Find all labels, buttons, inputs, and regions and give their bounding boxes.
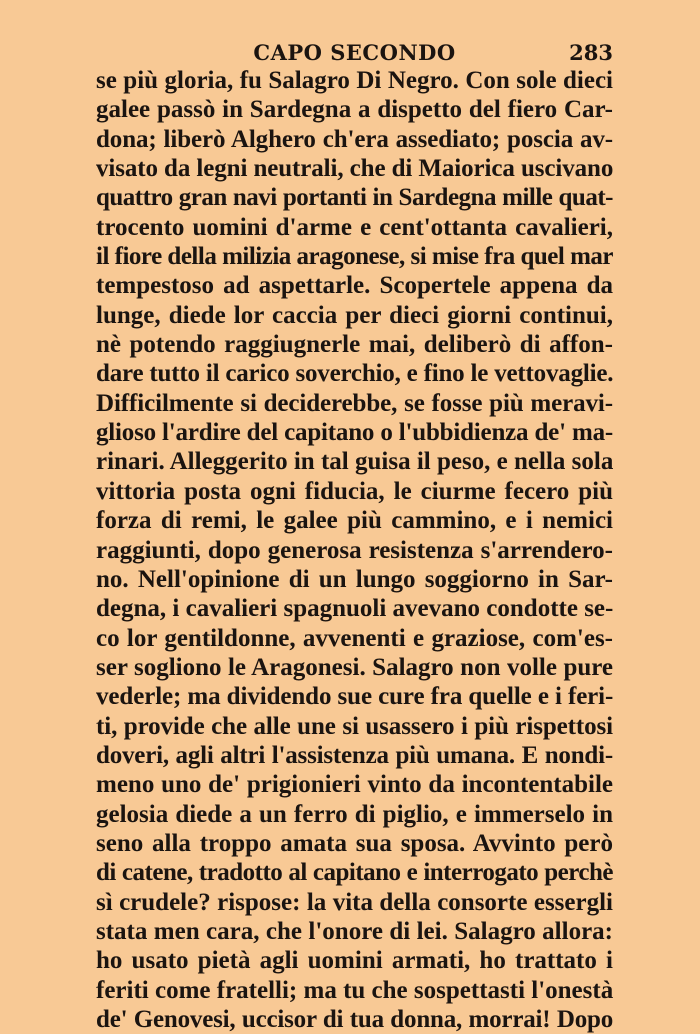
- text-line: meno uno de' prigionieri vinto da incontentabile: [96, 771, 613, 799]
- text-line: doveri, agli altri l'assistenza più umana. E nondi-: [96, 741, 613, 769]
- text-line: di catene, tradotto al capitano e interrogato perchè: [96, 859, 613, 887]
- text-line: seno alla troppo amata sua sposa. Avvinto però: [96, 829, 613, 857]
- text-line: vittoria posta ogni fiducia, le ciurme fecero più: [96, 477, 613, 505]
- text-line: feriti come fratelli; ma tu che sospettasti l'onestà: [96, 976, 614, 1004]
- running-title: CAPO SECONDO: [253, 40, 456, 65]
- text-line: co lor gentildonne, avvenenti e graziose, com'es-: [96, 624, 613, 652]
- text-line: glioso l'ardire del capitano o l'ubbidienza de' ma-: [96, 419, 613, 447]
- text-line: se più gloria, fu Salagro Di Negro. Con sole dieci: [96, 67, 613, 94]
- text-line: vederle; ma dividendo sue cure fra quelle e i feri-: [96, 683, 614, 711]
- text-line: sì crudele? rispose: la vita della consorte essergli: [96, 888, 613, 916]
- page-header: [96, 40, 613, 68]
- text-line: lunge, diede lor caccia per dieci giorni continui,: [96, 301, 613, 329]
- text-line: il fiore della milizia aragonese, si mise fra quel mar: [96, 243, 613, 271]
- text-line: galee passò in Sardegna a dispetto del fiero Car-: [96, 96, 613, 124]
- text-line: trocento uomini d'arme e cent'ottanta cavalieri,: [96, 213, 613, 241]
- text-line: ser sogliono le Aragonesi. Salagro non volle pure: [96, 653, 613, 681]
- text-line: quattro gran navi portanti in Sardegna mille quat-: [96, 184, 613, 212]
- text-line: tempestoso ad aspettarle. Scopertele appena da: [96, 272, 613, 300]
- text-line: nè potendo raggiugnerle mai, deliberò di affon-: [96, 331, 613, 359]
- text-line: dona; liberò Alghero ch'era assediato; poscia av-: [96, 125, 613, 153]
- text-line: stata men cara, che l'onore di lei. Salagro allora:: [96, 917, 613, 945]
- text-line: degna, i cavalieri spagnuoli avevano condotte se-: [96, 595, 614, 623]
- text-line: gelosia diede a un ferro di piglio, e immerselo in: [96, 800, 613, 828]
- text-line: Difficilmente si deciderebbe, se fosse più meravi-: [96, 389, 613, 417]
- text-line: dare tutto il carico soverchio, e fino le vettovaglie.: [96, 360, 614, 388]
- page-number: 283: [569, 40, 613, 65]
- text-line: de' Genovesi, uccisor di tua donna, morrai! Dopo: [96, 1006, 613, 1033]
- text-line: forza di remi, le galee più cammino, e i nemici: [96, 507, 613, 535]
- text-line: ho usato pietà agli uomini armati, ho trattato i: [96, 947, 613, 975]
- text-line: visato da legni neutrali, che di Maiorica uscivano: [96, 155, 614, 183]
- text-line: ti, provide che alle une si usassero i più rispettosi: [96, 712, 613, 740]
- text-line: rinari. Alleggerito in tal guisa il peso, e nella sola: [96, 448, 614, 476]
- body-text: [96, 66, 613, 1034]
- text-line: no. Nell'opinione di un lungo soggiorno in Sar-: [96, 565, 613, 593]
- text-line: raggiunti, dopo generosa resistenza s'arrendero-: [96, 536, 613, 564]
